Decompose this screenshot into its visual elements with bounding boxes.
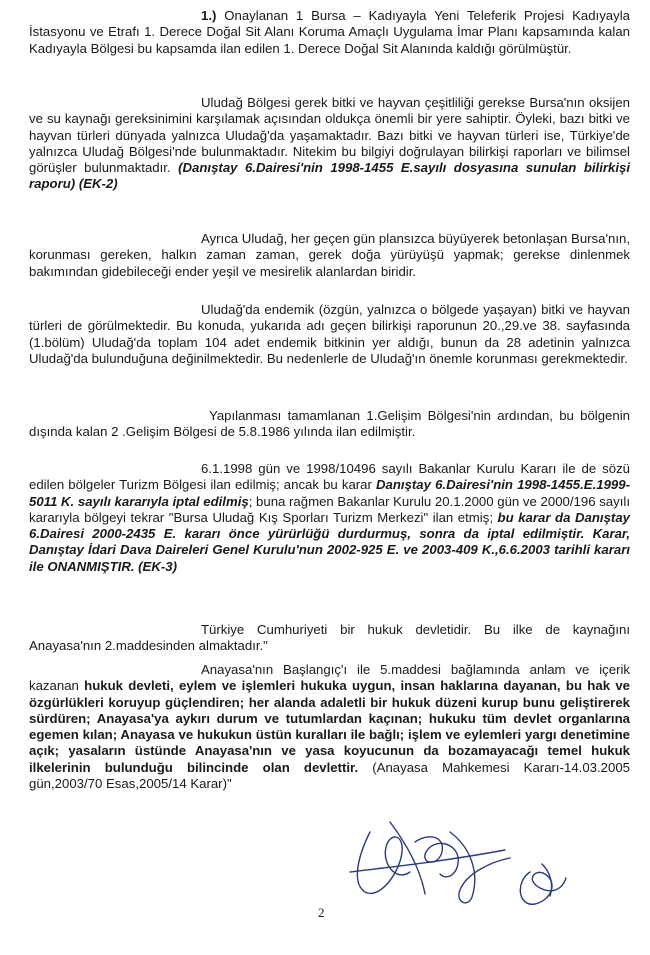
page-number: 2 <box>318 905 325 920</box>
paragraph-2-reference: (Danıştay 6.Dairesi'nin 1998-1455 E.sayılı dosyasına sunulan bilirkişi raporu) (EK-2) <box>29 160 630 192</box>
paragraph-4-text: Uludağ'da endemik (özgün, yalnızca o bölgede yaşayan) bitki ve hayvan türleri de görülmektedir. Bu konuda, yukarıda adı geçen bilirkişi raporunun 20.,29.ve 38. sayfasında (1.bölüm) Uludağ'da toplam 104 adet endemik bitkinin yer aldığı, bunun da 28 adetinin yalnızca Uludağ'da bulunduğuna değinilmektedir. Bu nedenlerle de Uludağ'ın önemle korunması gerekmektedir. <box>29 302 630 366</box>
paragraph-7 <box>29 622 630 655</box>
paragraph-8-bold: hukuk devleti, eylem ve işlemleri hukuka uygun, insan haklarına dayanan, bu hak ve özgürlükleri koruyup güçlendiren; her alanda adaletli bir hukuk düzeni kurup bunu geliştirerek sürdüren; Anayasa'ya aykırı durum ve tutumlardan kaçınan; hukuku tüm devlet organlarına egemen kılan; Anayasa ve hukukun üstün kuralları ile bağlı; işlem ve eylemleri yargı denetimine açık; yasaların üstünde Anayasa'nın ve yasa koyucunun da bozamayacağı temel hukuk ilkelerinin bulunduğu bilincinde olan devlettir. <box>29 678 630 775</box>
paragraph-8-text-1: Anayasa'nın Başlangıç'ı ile 5.maddesi bağlamında anlam ve içerik kazanan <box>29 662 630 694</box>
paragraph-2-text: Uludağ Bölgesi gerek bitki ve hayvan çeşitliliği gerekse Bursa'nın oksijen ve su kaynağı gereksinimini karşılamak açısından oldukça önemli bir yere sahiptir. Öyleki, bazı bitki ve hayvan türleri dünyada yalnızca Uludağ'da yaşamaktadır. Bazı bitki ve hayvan türleri ise, Türkiye'de yalnızca Uludağ Bölgesi'nde bulunmaktadır. Nitekim bu bilgiyi doğrulayan bilirkişi raporları ve bilimsel görüşler bulunmaktadır. <box>29 95 630 176</box>
paragraph-4 <box>29 302 630 367</box>
paragraph-1 <box>29 8 630 57</box>
paragraph-1-text: Onaylanan 1 Bursa – Kadıyayla Yeni Teleferik Projesi Kadıyayla İstasyonu ve Etrafı 1. Derece Doğal Sit Alanı Koruma Amaçlı Uygulama İmar Planı kapsamında kalan Kadıyayla Bölgesi bu kapsamda ilan edilen 1. Derece Doğal Sit Alanında kaldığı görülmüştür. <box>29 8 630 56</box>
paragraph-6-bold-1: Danıştay 6.Dairesi'nin 1998-1455.E.1999-5011 K. sayılı kararıyla iptal edilmiş <box>29 477 630 509</box>
paragraph-1-number: 1.) <box>201 8 217 23</box>
paragraph-6 <box>29 461 630 575</box>
handwritten-signature <box>330 812 590 922</box>
paragraph-8-text-2: (Anayasa Mahkemesi Kararı-14.03.2005 gün,2003/70 Esas,2005/14 Karar)" <box>29 759 630 792</box>
paragraph-5 <box>29 408 630 441</box>
paragraph-8 <box>29 662 630 792</box>
paragraph-3-text: Ayrıca Uludağ, her geçen gün plansızca büyüyerek betonlaşan Bursa'nın, korunması gereken, halkın zaman zaman, gerek doğa yürüyüşü yapmak; gerekse dinlenmek bakımından gidebileceği ender yeşil ve mesirelik alanlardan biridir. <box>29 231 630 279</box>
paragraph-2 <box>29 95 630 193</box>
paragraph-3 <box>29 231 630 280</box>
paragraph-6-bold-2: bu karar da Danıştay 6.Dairesi 2000-2435 E. kararı önce yürürlüğü durdurmuş, sonra da iptal edilmiştir. Karar, Danıştay İdari Dava Daireleri Genel Kurulu'nun 2002-925 E. ve 2003-409 K.,6.6.2003 tarihli kararı ile ONANMIŞTIR. (EK-3) <box>29 509 630 574</box>
paragraph-7-text: Türkiye Cumhuriyeti bir hukuk devletidir. Bu ilke de kaynağını Anayasa'nın 2.maddesinden almaktadır." <box>29 622 630 654</box>
paragraph-6-text-2: ; buna rağmen Bakanlar Kurulu 20.1.2000 gün ve 2000/196 sayılı kararıyla bölgeyi tekrar "Bursa Uludağ Kış Sporları Turizm Merkezi" ilan etmiş; <box>29 493 630 525</box>
paragraph-5-text: Yapılanması tamamlanan 1.Gelişim Bölgesi'nin ardından, bu bölgenin dışında kalan 2 .Gelişim Bölgesi de 5.8.1986 yılında ilan edilmiştir. <box>29 408 630 440</box>
paragraph-6-text-1: 6.1.1998 gün ve 1998/10496 sayılı Bakanlar Kurulu Kararı ile de sözü edilen bölgeler Turizm Bölgesi ilan edilmiş; ancak bu karar <box>29 461 630 493</box>
